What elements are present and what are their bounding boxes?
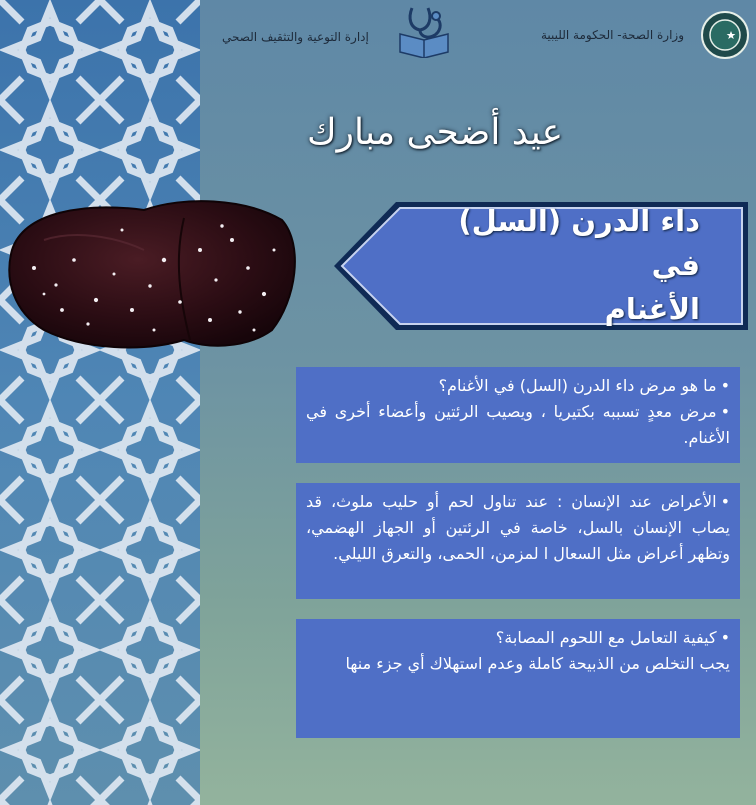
info-box-handling: [296, 619, 740, 738]
handling-answer: يجب التخلص من الذبيحة كاملة وعدم استهلاك أي جزء منها: [345, 654, 730, 673]
title-line-2: الأغنام: [604, 292, 700, 326]
ministry-name: وزارة الصحة- الحكومة الليبية: [540, 28, 684, 42]
page-title: [400, 204, 700, 326]
info-box-definition: [296, 367, 740, 463]
symptoms-text: • الأعراض عند الإنسان : عند تناول لحم أو حليب ملوث، قد يصاب الإنسان بالسل، خاصة في الرئتين أو الجهاز الهضمي، وتظهر أعراض مثل السعال ا لمزمن، الحمى، والتعرق الليلي.: [306, 489, 730, 567]
eid-greeting: عيد أضحى مبارك: [306, 112, 564, 153]
handling-question: • كيفية التعامل مع اللحوم المصابة؟: [306, 625, 730, 651]
info-box-symptoms: [296, 483, 740, 599]
definition-question: • ما هو مرض داء الدرن (السل) في الأغنام؟: [306, 373, 730, 399]
department-name: إدارة التوعية والتثقيف الصحي: [222, 30, 369, 44]
definition-answer: • مرض معدٍ تسببه بكتيريا ، ويصيب الرئتين وأعضاء أخرى في الأغنام.: [306, 399, 730, 451]
title-line-1: داء الدرن (السل) في: [458, 204, 700, 282]
infected-liver-image: [4, 190, 304, 355]
decorative-pattern: [0, 0, 200, 805]
ministry-seal-logo: [700, 10, 750, 60]
stethoscope-book-icon: [394, 4, 454, 58]
